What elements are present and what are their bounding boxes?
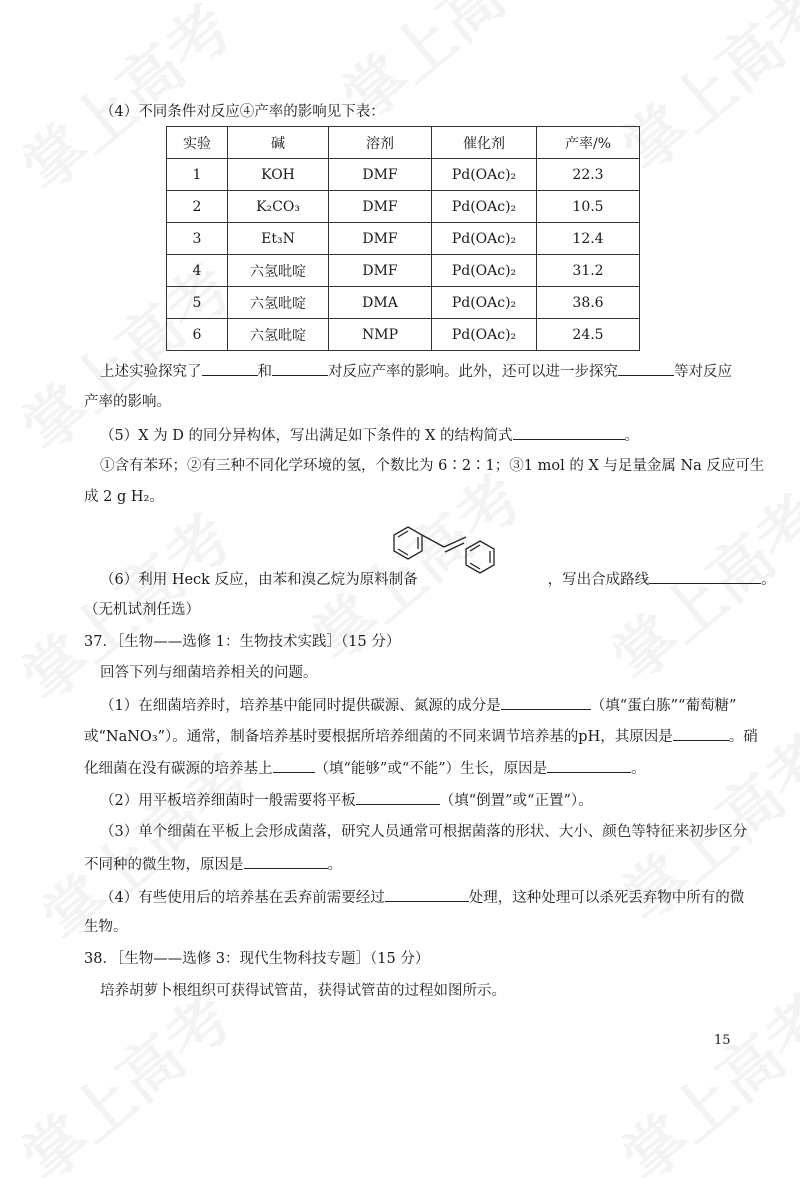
table-header-cell: 产率/%: [537, 127, 640, 159]
answer-blank[interactable]: [501, 694, 591, 710]
q4-text-c: 对反应产率的影响。此外，还可以进一步探究: [328, 364, 618, 380]
table-cell: 31.2: [537, 255, 640, 287]
table-cell: 12.4: [537, 223, 640, 255]
answer-blank[interactable]: [649, 568, 761, 584]
table-cell: 24.5: [537, 319, 640, 351]
table-cell: 5: [167, 287, 228, 319]
answer-blank[interactable]: [673, 725, 729, 741]
q4-line2: 产率的影响。: [84, 394, 171, 410]
q37-title: 37．［生物——选修 1：生物技术实践］（15 分）: [84, 634, 401, 650]
table-cell: 22.3: [537, 159, 640, 191]
table-header-row: [167, 127, 640, 159]
table-cell: DMA: [329, 287, 432, 319]
table-cell: 10.5: [537, 191, 640, 223]
table-cell: 38.6: [537, 287, 640, 319]
table-cell: DMF: [329, 255, 432, 287]
q37-p2-text-a: （2）用平板培养细菌时一般需要将平板: [100, 793, 356, 809]
q37-p1-text-e: 化细菌在没有碳源的培养基上: [84, 761, 273, 777]
q37-p3-line2: [84, 853, 342, 875]
q5-text-b: 。: [624, 428, 640, 444]
q37-p1-text-c: 或“NaNO₃”）。通常，制备培养基时要根据所培养细菌的不同来调节培养基的pH，其原因是: [84, 729, 673, 745]
q37-p2-text-b: （填“倒置”或“正置”）。: [439, 793, 593, 809]
q4-intro: （4）不同条件对反应④产率的影响见下表：: [100, 104, 385, 120]
page-number: 15: [714, 1033, 731, 1048]
q37-p1-text-g: 。: [631, 761, 646, 777]
q5-line3: 成 2 g H₂。: [84, 489, 164, 505]
q6-text-c: 。: [761, 572, 776, 588]
q37-p1-text-b: （填“蛋白胨”“葡萄糖”: [590, 698, 737, 714]
table-header-cell: 实验: [167, 127, 228, 159]
q37-p4-text-b: 处理，这种处理可以杀死丢弃物中所有的微: [468, 890, 745, 906]
table-cell: 六氢吡啶: [228, 287, 329, 319]
q38-title: 38．［生物——选修 3：现代生物科技专题］（15 分）: [84, 951, 430, 967]
experiment-table: [166, 126, 640, 351]
q38-intro: 培养胡萝卜根组织可获得试管苗，获得试管苗的过程如图所示。: [100, 983, 506, 999]
table-cell: DMF: [329, 191, 432, 223]
table-cell: DMF: [329, 159, 432, 191]
table-row: [167, 319, 640, 351]
table-header-cell: 催化剂: [432, 127, 537, 159]
table-row: [167, 287, 640, 319]
table-cell: DMF: [329, 223, 432, 255]
q4-text-d: 等对反应: [674, 364, 732, 380]
table-cell: 3: [167, 223, 228, 255]
table-cell: Pd(OAc)₂: [432, 319, 537, 351]
q37-p4-line1: [100, 886, 744, 908]
table-row: [167, 191, 640, 223]
table-cell: 2: [167, 191, 228, 223]
table-cell: Pd(OAc)₂: [432, 287, 537, 319]
table-cell: Pd(OAc)₂: [432, 223, 537, 255]
q37-p4-line2: 生物。: [84, 919, 128, 935]
q37-p1-line1: [100, 694, 736, 716]
table-cell: 6: [167, 319, 228, 351]
answer-blank[interactable]: [513, 424, 625, 440]
q5-text-a: （5）X 为 D 的同分异构体，写出满足如下条件的 X 的结构简式: [100, 428, 513, 444]
answer-blank[interactable]: [356, 789, 440, 805]
table-cell: 六氢吡啶: [228, 255, 329, 287]
table-header-cell: 溶剂: [329, 127, 432, 159]
table-row: [167, 223, 640, 255]
q37-p1-line2: [84, 725, 758, 747]
answer-blank[interactable]: [618, 360, 674, 376]
q37-p3-text-a: 不同种的微生物，原因是: [84, 857, 244, 873]
q6-line1: [100, 568, 776, 590]
watermark-10: [0, 971, 247, 1198]
q37-p3-text-b: 。: [327, 857, 342, 873]
answer-blank[interactable]: [272, 360, 328, 376]
q5-line2: ①含有苯环；②有三种不同化学环境的氢，个数比为 6∶2∶1；③1 mol 的 X 与足量金属 Na 反应可生: [100, 458, 765, 474]
table-cell: KOH: [228, 159, 329, 191]
table-cell: Pd(OAc)₂: [432, 255, 537, 287]
q37-intro: 回答下列与细菌培养相关的问题。: [100, 665, 318, 681]
table-cell: Pd(OAc)₂: [432, 191, 537, 223]
table-header-cell: 碱: [228, 127, 329, 159]
table-cell: K₂CO₃: [228, 191, 329, 223]
table-cell: 4: [167, 255, 228, 287]
table-cell: NMP: [329, 319, 432, 351]
q6-text-a: （6）利用 Heck 反应，由苯和溴乙烷为原料制备: [100, 572, 418, 588]
table-cell: 六氢吡啶: [228, 319, 329, 351]
answer-blank[interactable]: [273, 757, 315, 773]
answer-blank[interactable]: [385, 886, 469, 902]
q37-p1-text-f: （填“能够”或“不能”）生长，原因是: [314, 761, 548, 777]
q4-text-a: 上述实验探究了: [100, 364, 202, 380]
q4-text-b: 和: [257, 364, 272, 380]
q4-line1: [100, 360, 732, 382]
table-cell: 1: [167, 159, 228, 191]
q6-line2: （无机试剂任选）: [84, 602, 200, 618]
answer-blank[interactable]: [547, 757, 631, 773]
table-row: [167, 255, 640, 287]
q37-p1-line3: [84, 757, 646, 779]
q6-text-b: ，写出合成路线: [547, 572, 650, 588]
q5-line1: [100, 424, 639, 446]
q37-p1-text-d: 。硝: [728, 729, 758, 745]
table-cell: Pd(OAc)₂: [432, 159, 537, 191]
table-row: [167, 159, 640, 191]
watermark-11: [600, 971, 800, 1198]
q37-p4-text-a: （4）有些使用后的培养基在丢弃前需要经过: [100, 890, 385, 906]
q37-p1-text-a: （1）在细菌培养时，培养基中能同时提供碳源、氮源的成分是: [100, 698, 501, 714]
q37-p2: [100, 789, 593, 811]
answer-blank[interactable]: [244, 853, 328, 869]
q37-p3-line1: （3）单个细菌在平板上会形成菌落，研究人员通常可根据菌落的形状、大小、颜色等特征来初步区分: [100, 824, 748, 840]
table-cell: Et₃N: [228, 223, 329, 255]
answer-blank[interactable]: [202, 360, 258, 376]
